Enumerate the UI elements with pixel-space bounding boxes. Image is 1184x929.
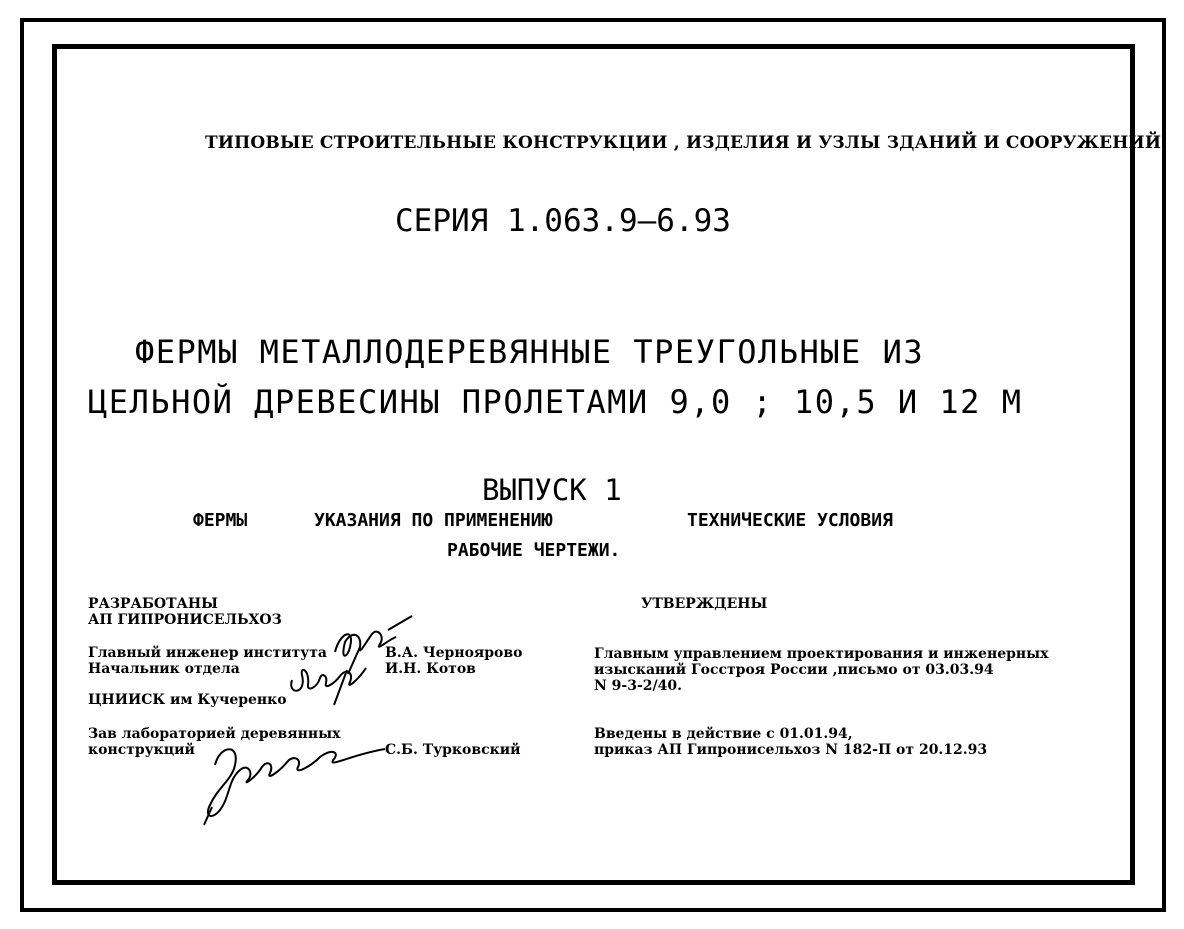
issue-label: ВЫПУСК 1: [482, 473, 622, 507]
signature-department-head: [262, 650, 382, 710]
issue-contents-part-2: УКАЗАНИЯ ПО ПРИМЕНЕНИЮ: [314, 510, 553, 531]
issue-contents-part-1: ФЕРМЫ: [193, 510, 248, 531]
approved-line-3: N 9-3-2/40.: [594, 678, 682, 694]
role-lab-head-line-1: Зав лабораторией деревянных: [88, 726, 341, 742]
approved-line-1: Главным управлением проектирования и инженерных: [594, 646, 1049, 662]
issue-contents-part-3: ТЕХНИЧЕСКИЕ УСЛОВИЯ: [687, 510, 893, 531]
signature-lab-head: [190, 725, 390, 830]
series-number: СЕРИЯ 1.063.9–6.93: [395, 203, 731, 239]
approved-line-2: изысканий Госстроя России ,письмо от 03.03.94: [594, 662, 994, 678]
approved-heading: УТВЕРЖДЕНЫ: [641, 596, 768, 612]
document-title-line-2: ЦЕЛЬНОЙ ДРЕВЕСИНЫ ПРОЛЕТАМИ 9,0 ; 10,5 И 12 М: [88, 383, 1023, 421]
developed-org-2: ЦНИИСК им Кучеренко: [88, 692, 287, 708]
role-chief-engineer: Главный инженер института: [88, 645, 327, 661]
role-lab-head-line-2: конструкций: [88, 742, 195, 758]
name-lab-head: С.Б. Турковский: [385, 742, 521, 758]
name-chief-engineer: В.А. Черноярово: [385, 645, 523, 661]
issue-contents-line-2: РАБОЧИЕ ЧЕРТЕЖИ.: [447, 540, 621, 561]
developed-heading: РАЗРАБОТАНЫ: [88, 596, 218, 612]
enacted-line-1: Введены в действие с 01.01.94,: [594, 726, 853, 742]
developed-org: АП ГИПРОНИСЕЛЬХОЗ: [88, 612, 282, 628]
name-department-head: И.Н. Котов: [385, 661, 476, 677]
role-department-head: Начальник отдела: [88, 661, 240, 677]
collection-title: ТИПОВЫЕ СТРОИТЕЛЬНЫЕ КОНСТРУКЦИИ , ИЗДЕЛИЯ И УЗЛЫ ЗДАНИЙ И СООРУЖЕНИЙ: [205, 133, 1162, 153]
enacted-line-2: приказ АП Гипронисельхоз N 182-П от 20.12.93: [594, 742, 988, 758]
document-title-line-1: ФЕРМЫ МЕТАЛЛОДЕРЕВЯННЫЕ ТРЕУГОЛЬНЫЕ ИЗ: [135, 333, 925, 371]
